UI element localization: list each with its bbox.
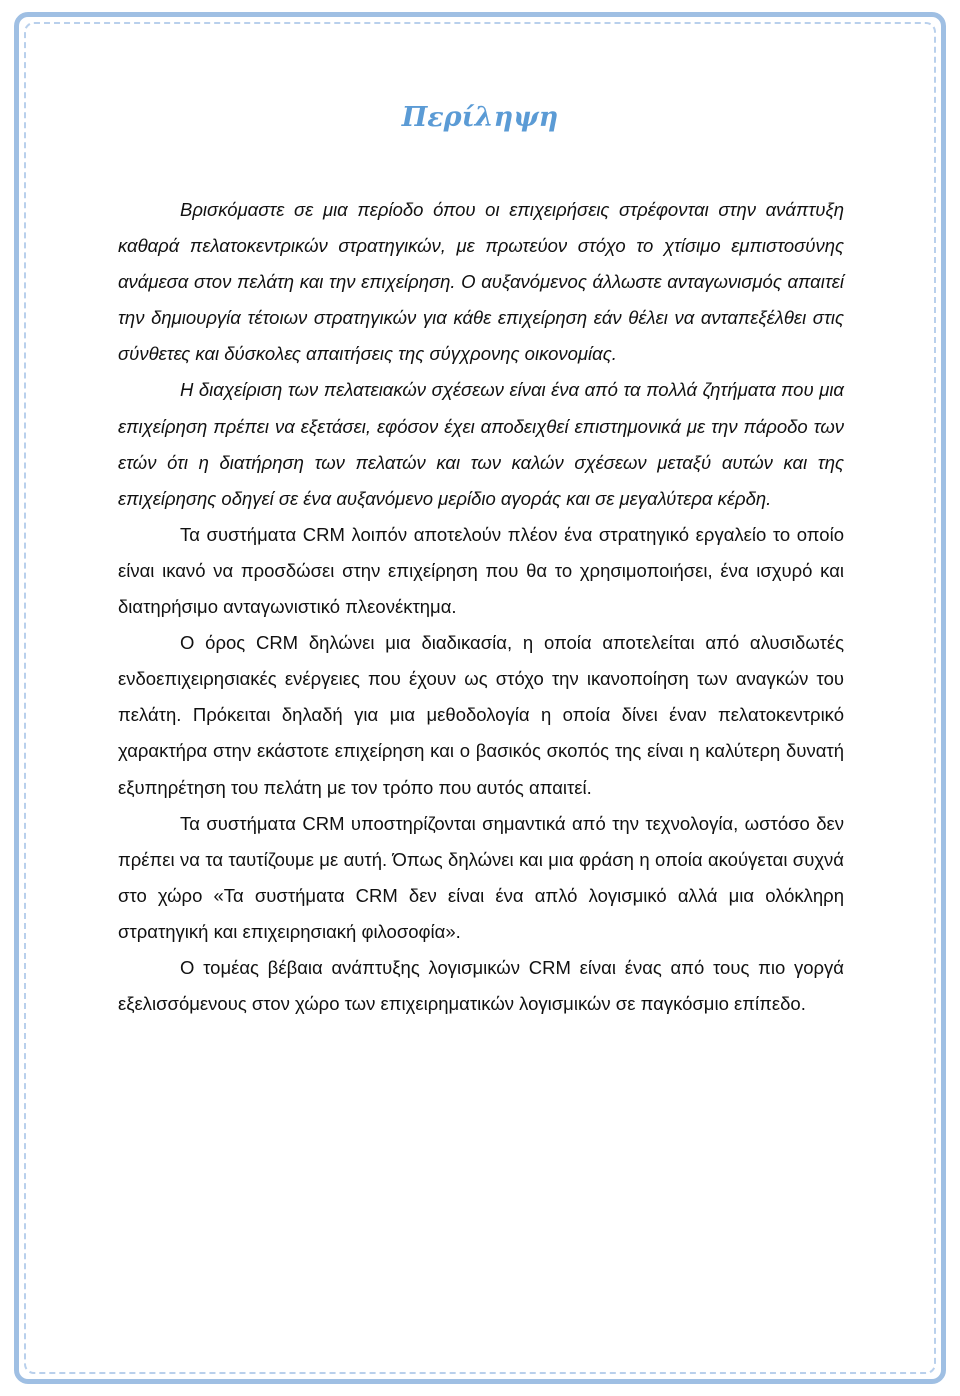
paragraph-1: Βρισκόμαστε σε μια περίοδο όπου οι επιχειρήσεις στρέφονται στην ανάπτυξη καθαρά πελατοκεντρικών στρατηγικών, με πρωτεύον στόχο το χτίσιμο εμπιστοσύνης ανάμεσα στον πελάτη και την επιχείρηση. Ο αυξανόμενος άλλωστε ανταγωνισμός απαιτεί την δημιουργία τέτοιων στρατηγικών για κάθε επιχείρηση εάν θέλει να ανταπεξέλθει στις σύνθετες και δύσκολες απαιτήσεις της σύγχρονης οικονομίας. bbox=[118, 199, 844, 365]
paragraph-2: Η διαχείριση των πελατειακών σχέσεων είναι ένα από τα πολλά ζητήματα που μια επιχείρηση πρέπει να εξετάσει, εφόσον έχει αποδειχθεί επιστημονικά με την πάροδο των ετών ότι η διατήρηση των πελατών και των καλών σχέσεων μεταξύ αυτών και της επιχείρησης οδηγεί σε ένα αυξανόμενο μερίδιο αγοράς και σε μεγαλύτερα κέρδη. bbox=[118, 379, 844, 509]
page-title: Περίληψη bbox=[401, 102, 559, 133]
paragraph-5: Τα συστήματα CRM υποστηρίζονται σημαντικά από την τεχνολογία, ωστόσο δεν πρέπει να τα ταυτίζουμε με αυτή. Όπως δηλώνει και μια φράση η οποία ακούγεται συχνά στο χώρο «Τα συστήματα CRM δεν είναι ένα απλό λογισμικό αλλά μια ολόκληρη στρατηγική και επιχειρησιακή φιλοσοφία». bbox=[118, 812, 844, 942]
paragraph-4: Ο όρος CRM δηλώνει μια διαδικασία, η οποία αποτελείται από αλυσιδωτές ενδοεπιχειρησιακές ενέργειες που έχουν ως στόχο την ικανοποίηση των αναγκών του πελάτη. Πρόκειται δηλαδή για μια μεθοδολογία η οποία δίνει έναν πελατοκεντρικό χαρακτήρα στην εκάστοτε επιχείρηση και ο βασικός σκοπός της είναι η καλύτερη δυνατή εξυπηρέτηση του πελάτη με τον τρόπο που αυτός απαιτεί. bbox=[118, 632, 844, 798]
paragraph-6: Ο τομέας βέβαια ανάπτυξης λογισμικών CRM είναι ένας από τους πιο γοργά εξελισσόμενους στον χώρο των επιχειρηματικών λογισμικών σε παγκόσμιο επίπεδο. bbox=[118, 956, 844, 1015]
paragraph-3: Τα συστήματα CRM λοιπόν αποτελούν πλέον ένα στρατηγικό εργαλείο το οποίο είναι ικανό να προσδώσει στην επιχείρηση που θα το χρησιμοποιήσει, ένα ισχυρό και διατηρήσιμο ανταγωνιστικό πλεονέκτημα. bbox=[118, 523, 844, 618]
summary-body bbox=[118, 192, 844, 1022]
